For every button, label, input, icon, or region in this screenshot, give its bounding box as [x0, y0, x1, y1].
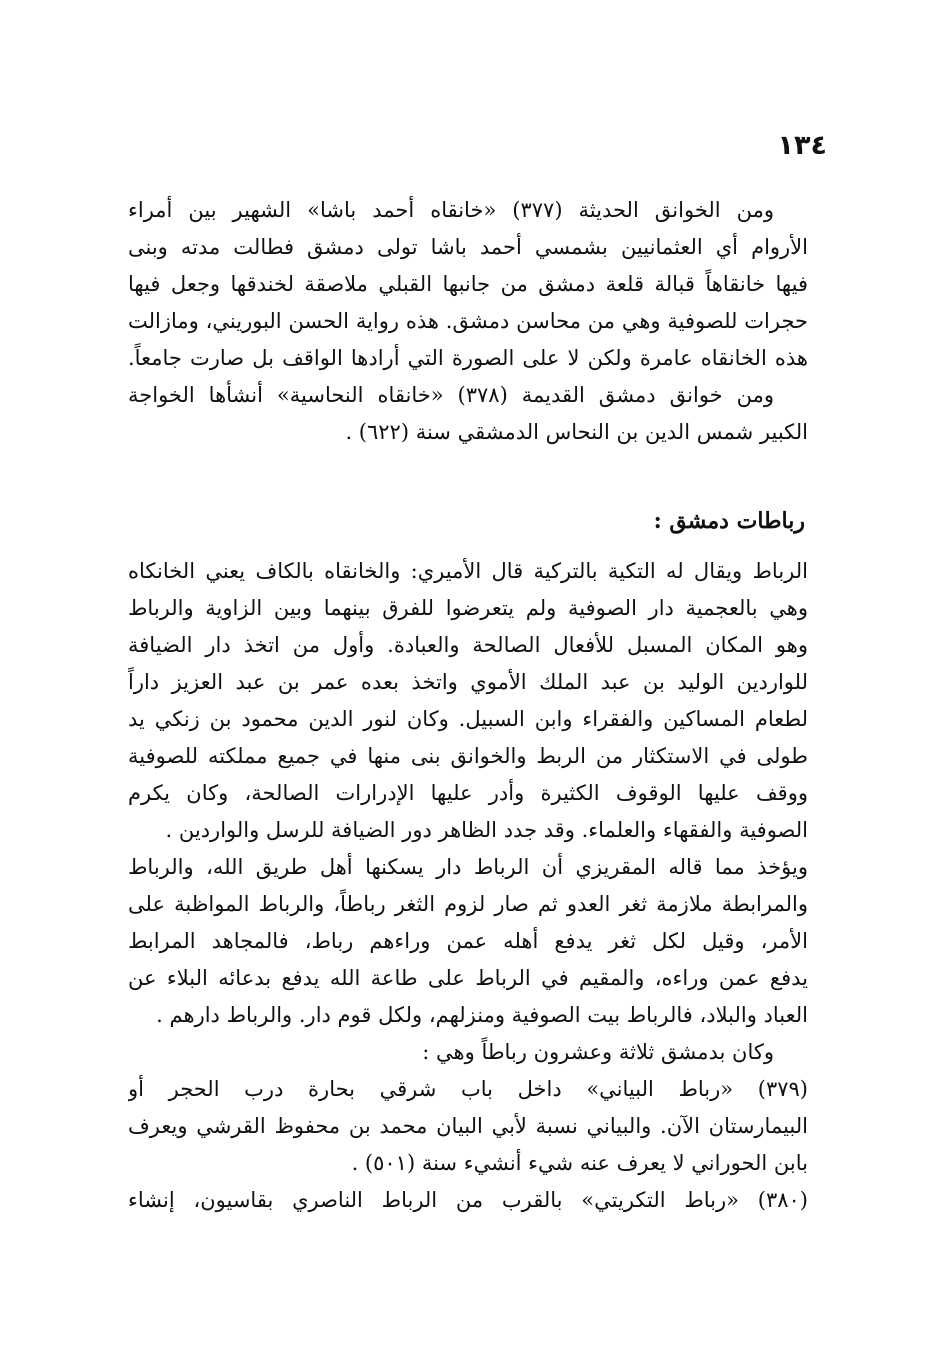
text-line: العباد والبلاد، فالرباط بيت الصوفية ومنزلهم، ولكل قوم دار. والرباط دارهم . [156, 1003, 808, 1027]
text-line: وهو المكان المسبل للأفعال الصالحة والعبادة. وأول من اتخذ دار الضيافة [128, 633, 808, 657]
text-line: ويؤخذ مما قاله المقريزي أن الرباط دار يسكنها أهل طريق الله، والرباط [128, 855, 808, 879]
text-line: بابن الحوراني لا يعرف عنه شيء أنشيء سنة (٥٠١) . [351, 1151, 808, 1175]
text-line: وكان بدمشق ثلاثة وعشرون رباطاً وهي : [422, 1040, 774, 1064]
text-line: يدفع عمن وراءه، والمقيم في الرباط على طاعة الله يدفع بدعائه البلاء عن [128, 966, 808, 990]
section-heading: رباطات دمشق : [653, 508, 805, 534]
text-line: للواردين الوليد بن عبد الملك الأموي واتخذ بعده عمر بن عبد العزيز داراً [128, 670, 808, 694]
text-line: ووقف عليها الوقوف الكثيرة وأدر عليها الإدرارات الصالحة، وكان يكرم [128, 781, 808, 805]
text-line: الكبير شمس الدين بن النحاس الدمشقي سنة (٦٢٢) . [345, 420, 808, 444]
text-line: ومن الخوانق الحديثة (٣٧٧) «خانقاه أحمد باشا» الشهير بين أمراء [128, 198, 774, 222]
text-line: البيمارستان الآن. والبياني نسبة لأبي البيان محمد بن محفوظ القرشي ويعرف [128, 1114, 808, 1138]
text-line: طولى في الاستكثار من الربط والخوانق بنى منها في جميع مملكته للصوفية [128, 744, 808, 768]
section-khawaniq [128, 192, 808, 451]
text-line: فيها خانقاهاً قبالة قلعة دمشق من جانبها القبلي ملاصقة لخندقها وجعل فيها [128, 272, 808, 296]
text-line: وهي بالعجمية دار الصوفية ولم يتعرضوا للفرق بينهما وبين الزاوية والرباط [128, 596, 808, 620]
text-line: (٣٧٩) «رباط البياني» داخل باب شرقي بحارة درب الحجر أو [128, 1077, 808, 1101]
text-line: الأروام أي العثمانيين بشمسي أحمد باشا تولى دمشق فطالت مدته وبنى [128, 235, 808, 259]
text-line: والمرابطة ملازمة ثغر العدو ثم صار لزوم الثغر رباطاً، والرباط المواظبة على [128, 892, 808, 916]
text-line: حجرات للصوفية وهي من محاسن دمشق. هذه رواية الحسن البوريني، ومازالت [128, 309, 808, 333]
text-line: لطعام المساكين والفقراء وابن السبيل. وكان لنور الدين محمود بن زنكي يد [128, 707, 808, 731]
text-line: هذه الخانقاه عامرة ولكن لا على الصورة التي أرادها الواقف بل صارت جامعاً. [128, 346, 808, 370]
text-line: ومن خوانق دمشق القديمة (٣٧٨) «خانقاه النحاسية» أنشأها الخواجة [128, 383, 774, 407]
text-line: الأمر، وقيل لكل ثغر يدفع أهله عمن وراءهم رباط، فالمجاهد المرابط [128, 929, 808, 953]
section-ribatat [128, 553, 808, 1219]
text-line: الرباط ويقال له التكية بالتركية قال الأميري: والخانقاه بالكاف يعني الخانكاه [128, 559, 808, 583]
text-line: الصوفية والفقهاء والعلماء. وقد جدد الظاهر دور الضيافة للرسل والواردين . [165, 818, 808, 842]
text-line: (٣٨٠) «رباط التكريتي» بالقرب من الرباط الناصري بقاسيون، إنشاء [128, 1188, 808, 1212]
page-number: ١٣٤ [777, 130, 827, 161]
